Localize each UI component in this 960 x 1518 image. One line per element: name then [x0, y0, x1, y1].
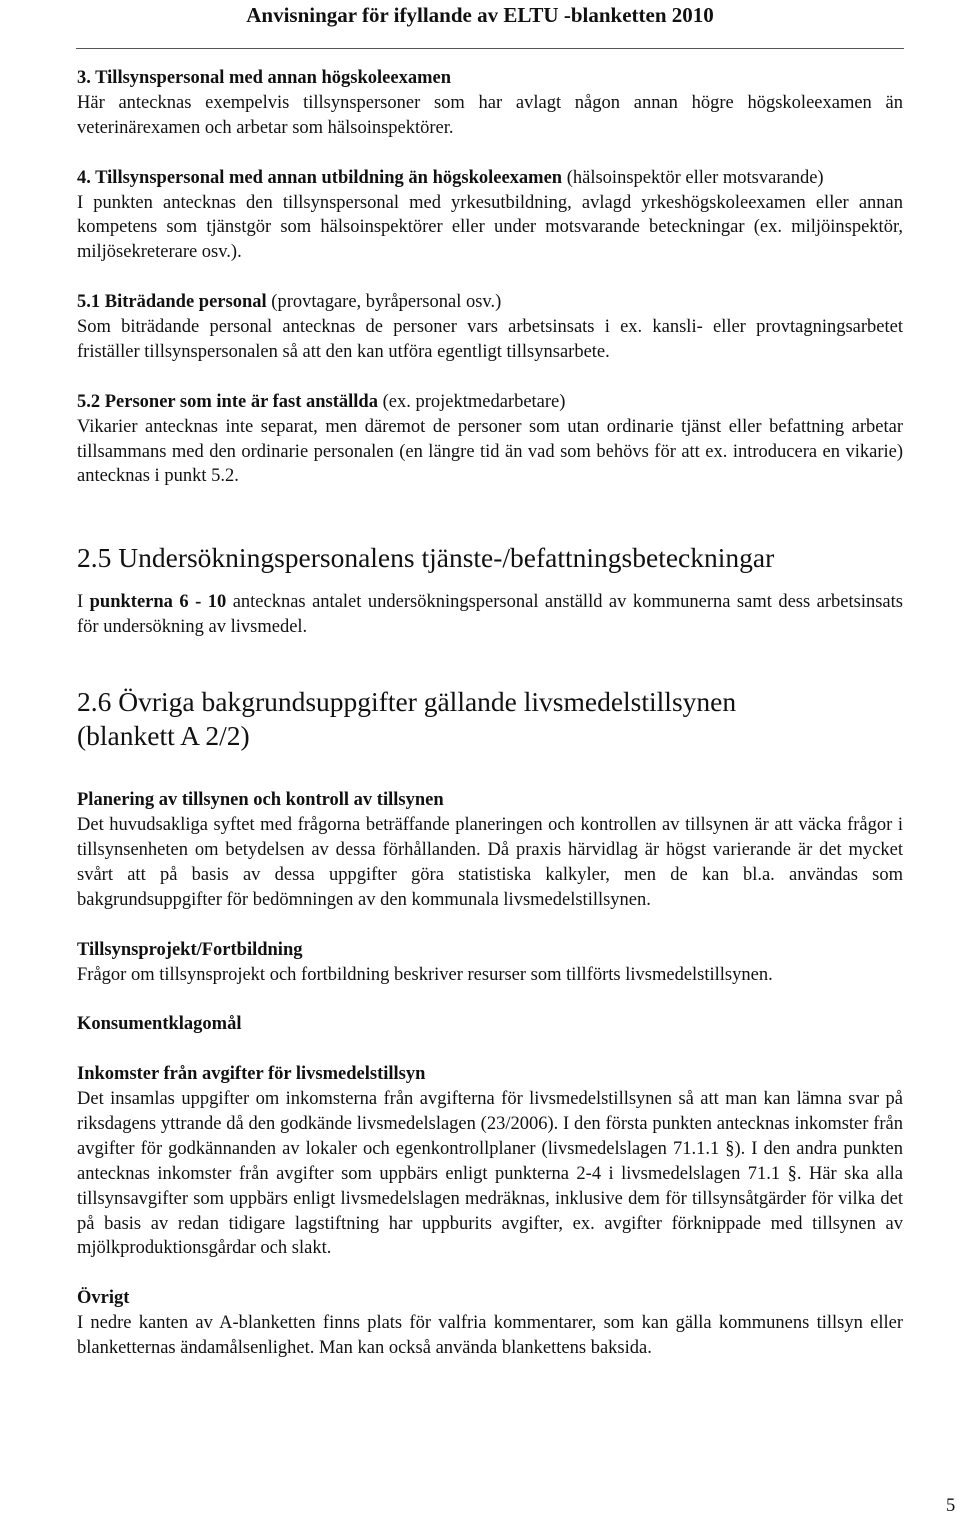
- section-5-1-body: Som biträdande personal antecknas de personer vars arbetsinsats i ex. kansli- eller provtagningsarbetet friställer tillsynspersonalen så att den kan utföra egentligt tillsynsarbete.: [77, 317, 903, 362]
- subsection-inkomster: [77, 1062, 903, 1261]
- subsection-planering-body: Det huvudsakliga syftet med frågorna beträffande planeringen och kontrollen av tillsynen är att väcka frågor i tillsynsenheten om betydelsen av dessa förhållanden. Då praxis härvidlag är högst varierande är det mycket svårt att på basis av dessa uppgifter göra statistiska kalkyler, men de kan bl.a. användas som bakgrundsuppgifter för bedömningen av den kommunala livsmedelstillsynen.: [77, 815, 903, 910]
- document-body: [77, 66, 903, 1361]
- subsection-planering: [77, 788, 903, 913]
- section-5-1: [77, 290, 903, 365]
- subsection-inkomster-heading: Inkomster från avgifter för livsmedelstillsyn: [77, 1064, 426, 1085]
- section-2-5-body-pre: I: [77, 592, 90, 613]
- section-3-body: Här antecknas exempelvis tillsynspersoner som har avlagt någon annan högre högskoleexamen än veterinärexamen och arbetar som hälsoinspektörer.: [77, 92, 903, 138]
- section-2-5-title: 2.5 Undersökningspersonalens tjänste-/befattningsbeteckningar: [77, 542, 775, 574]
- page-number: 5: [946, 1496, 956, 1516]
- subsection-ovrigt: [77, 1286, 903, 1361]
- subsection-ovrigt-heading: Övrigt: [77, 1288, 130, 1309]
- section-2-6-title-line2: (blankett A 2/2): [77, 720, 250, 752]
- page-header-title: Anvisningar för ifyllande av ELTU -blanketten 2010: [246, 3, 714, 27]
- section-4: [77, 166, 903, 266]
- section-4-heading: 4. Tillsynspersonal med annan utbildning än högskoleexamen: [77, 167, 563, 188]
- section-2-6-title-line1: 2.6 Övriga bakgrundsuppgifter gällande livsmedelstillsynen: [77, 686, 737, 718]
- subsection-konsumentklagomal: [77, 1012, 903, 1037]
- subsection-tillsynsprojekt: [77, 938, 903, 988]
- subsection-konsumentklagomal-heading: Konsumentklagomål: [77, 1014, 242, 1035]
- section-5-2: [77, 390, 903, 490]
- subsection-tillsynsprojekt-body: Frågor om tillsynsprojekt och fortbildning beskriver resurser som tillförts livsmedelstillsynen.: [77, 964, 773, 985]
- section-4-heading-line: [77, 166, 903, 191]
- section-5-2-heading: 5.2 Personer som inte är fast anställda: [77, 391, 378, 412]
- section-2-5-body: [77, 590, 903, 640]
- subsection-planering-heading: Planering av tillsynen och kontroll av tillsynen: [77, 790, 444, 811]
- section-2-5-body-bold: punkterna 6 - 10: [89, 592, 227, 613]
- section-4-heading-note: (hälsoinspektör eller motsvarande): [562, 167, 824, 188]
- section-3: [77, 66, 903, 141]
- section-2-6-title: [77, 685, 903, 753]
- section-5-1-heading: 5.1 Biträdande personal: [77, 292, 267, 313]
- section-3-heading: 3. Tillsynspersonal med annan högskoleexamen: [77, 68, 452, 88]
- subsection-ovrigt-body: I nedre kanten av A-blanketten finns plats för valfria kommentarer, som kan gälla kommunens tillsyn eller blanketternas ändamålsenlighet. Man kan också använda blankettens baksida.: [77, 1313, 903, 1359]
- section-5-1-heading-note: (provtagare, byråpersonal osv.): [266, 292, 502, 313]
- section-2-5-body-post: antecknas antalet undersökningspersonal anställd av kommunerna samt dess arbetsinsats för undersökning av livsmedel.: [77, 592, 903, 638]
- section-5-2-heading-note: (ex. projektmedarbetare): [377, 391, 566, 412]
- subsection-inkomster-body: Det insamlas uppgifter om inkomsterna från avgifterna för livsmedelstillsynen så att man kan lämna svar på riksdagens yttrande då den godkände livsmedelslagen (23/2006). I den första punkten antecknas inkomster från avgifter för godkännanden av lokaler och egenkontrollplaner (livsmedelslagen 71.1.1 §). I den andra punkten antecknas inkomster från avgifter som uppbärs enligt punkterna 2-4 i livsmedelslagen 71.1 §. Här ska alla tillsynsavgifter som uppbärs enligt livsmedelslagen medräknas, inklusive dem för tillsynsåtgärder för vilka det på basis av redan tidigare lagstiftning har uppburits avgifter, ex. avgifter förknippade med tillsynen av mjölkproduktionsgårdar och slakt.: [77, 1089, 903, 1259]
- section-4-body: I punkten antecknas den tillsynspersonal med yrkesutbildning, avlagd yrkeshögskoleexamen eller annan kompetens som tjänstgör som hälsoinspektörer eller under motsvarande beteckningar (ex. miljöinspektör, miljösekreterare osv.).: [77, 192, 903, 263]
- section-5-2-body: Vikarier antecknas inte separat, men däremot de personer som utan ordinarie tjänst eller befattning arbetar tillsammans med den ordinarie personalen (en längre tid än vad som behövs för att ex. introducera en vikarie) antecknas i punkt 5.2.: [77, 416, 903, 487]
- subsection-tillsynsprojekt-heading: Tillsynsprojekt/Fortbildning: [77, 939, 303, 960]
- header-divider: [76, 48, 904, 49]
